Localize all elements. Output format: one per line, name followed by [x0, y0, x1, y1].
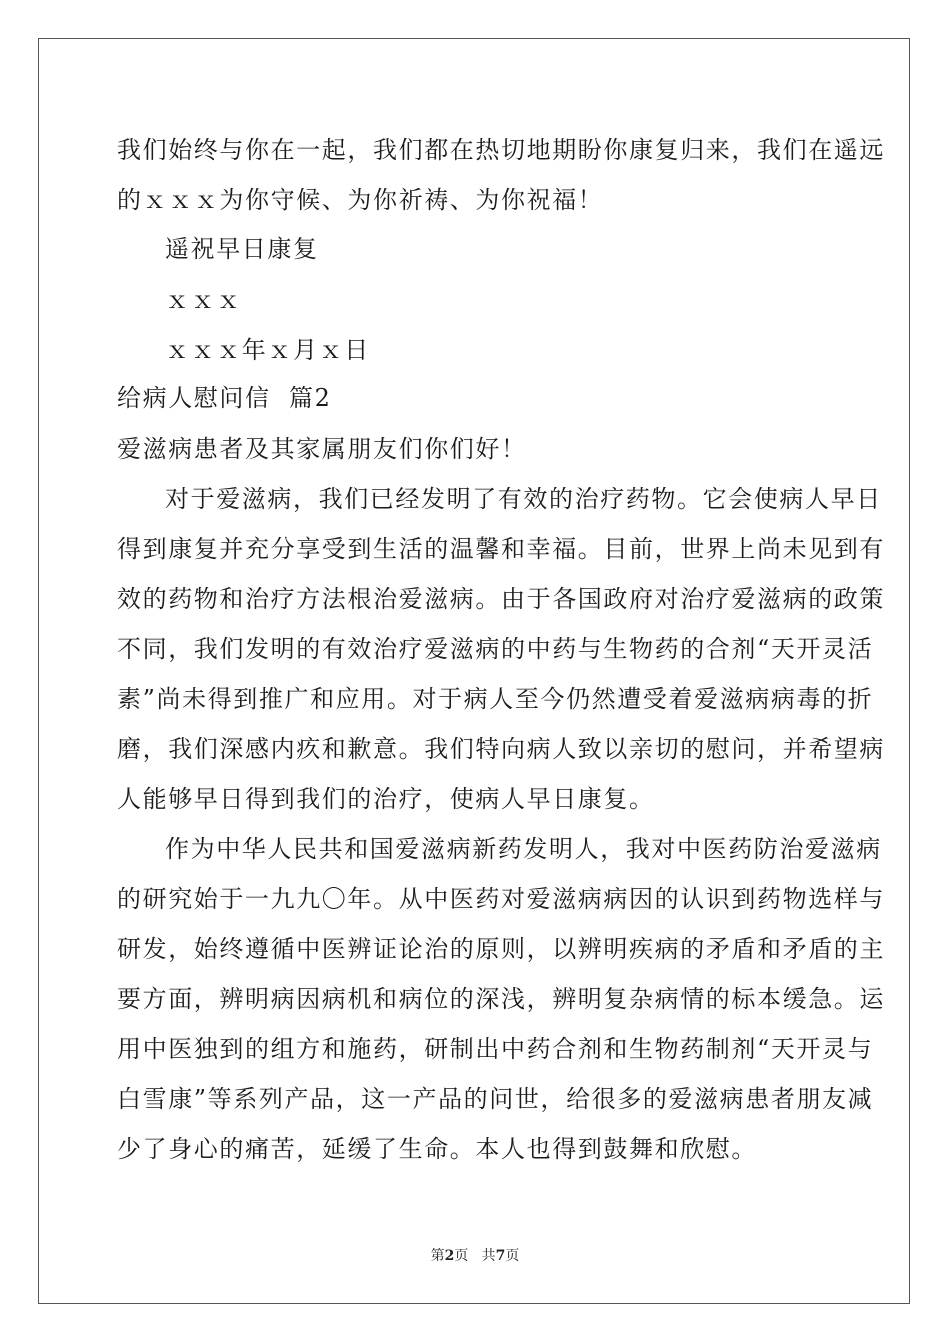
para1-line-5: 素”尚未得到推广和应用。对于病人至今仍然遭受着爱滋病病毒的折 [117, 685, 874, 713]
greeting: 爱滋病患者及其家属朋友们你们好！ [117, 435, 527, 463]
letter1-closing: 遥祝早日康复 [165, 235, 319, 263]
para2-line-6: 白雪康”等系列产品，这一产品的问世，给很多的爱滋病患者朋友减 [117, 1085, 874, 1113]
para1-line-1: 对于爱滋病，我们已经发明了有效的治疗药物。它会使病人早日 [165, 485, 882, 513]
letter1-date: ｘｘｘ年ｘ月ｘ日 [165, 336, 370, 364]
footer-total-prefix: 共 [481, 1248, 496, 1264]
footer-total-number: 7 [495, 1248, 506, 1264]
para2-line-7: 少了身心的痛苦，延缓了生命。本人也得到鼓舞和欣慰。 [117, 1135, 757, 1163]
section-title: 给病人慰问信 篇2 [117, 384, 332, 412]
footer-page-prefix: 第 [430, 1248, 445, 1264]
para2-line-1: 作为中华人民共和国爱滋病新药发明人，我对中医药防治爱滋病 [165, 835, 882, 863]
para1-line-3: 效的药物和治疗方法根治爱滋病。由于各国政府对治疗爱滋病的政策 [117, 585, 885, 613]
para1-line-6: 磨，我们深感内疚和歉意。我们特向病人致以亲切的慰问，并希望病 [117, 735, 885, 763]
para2-line-4: 要方面，辨明病因病机和病位的深浅，辨明复杂病情的标本缓急。运 [117, 985, 885, 1013]
para1-line-2: 得到康复并充分享受到生活的温馨和幸福。目前，世界上尚未见到有 [117, 535, 885, 563]
footer-page-suffix: 页 [454, 1248, 469, 1264]
para1-line-4: 不同，我们发明的有效治疗爱滋病的中药与生物药的合剂“天开灵活 [117, 635, 874, 663]
para1-line-7: 人能够早日得到我们的治疗，使病人早日康复。 [117, 785, 655, 813]
footer-total-suffix: 页 [505, 1248, 520, 1264]
para2-line-3: 研发，始终遵循中医辨证论治的原则，以辨明疾病的矛盾和矛盾的主 [117, 935, 885, 963]
page-footer [0, 1245, 950, 1265]
letter1-signature: ｘｘｘ [165, 286, 242, 314]
para2-line-2: 的研究始于一九九〇年。从中医药对爱滋病病因的认识到药物选样与 [117, 885, 885, 913]
para2-line-5: 用中医独到的组方和施药，研制出中药合剂和生物药制剂“天开灵与 [117, 1035, 874, 1063]
letter1-line-2: 的ｘｘｘ为你守候、为你祈祷、为你祝福！ [117, 186, 604, 214]
letter1-line-1: 我们始终与你在一起，我们都在热切地期盼你康复归来，我们在遥远 [117, 136, 885, 164]
footer-page-number: 2 [444, 1248, 455, 1264]
